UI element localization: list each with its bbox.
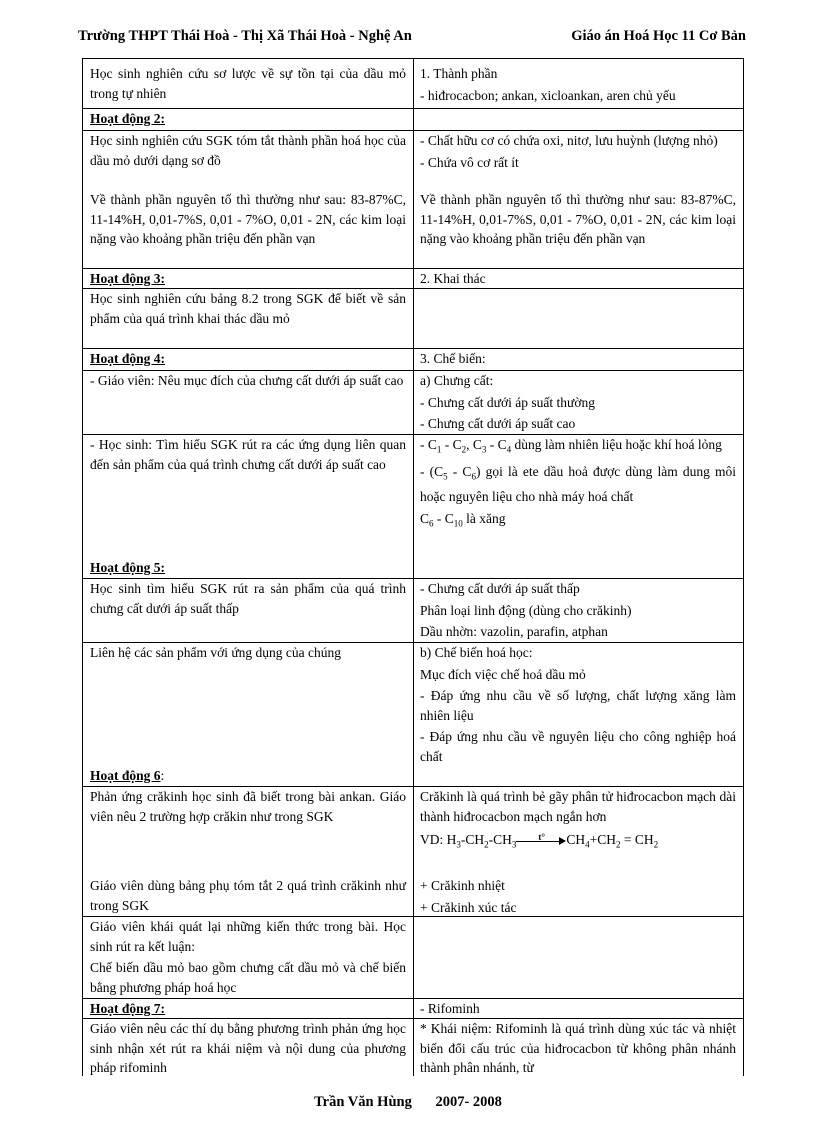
cell-text: Giáo viên khái quát lại những kiến thức trong bài. Học sinh rút ra kết luận: — [90, 919, 406, 954]
table-row — [83, 642, 743, 769]
school-year: 2007- 2008 — [435, 1094, 502, 1110]
activity-row — [83, 108, 743, 131]
cell-text: Học sinh nghiên cứu sơ lược về sự tồn tại của dầu mỏ trong tự nhiên — [90, 66, 406, 101]
table-row — [83, 370, 743, 435]
right-cell — [420, 349, 736, 369]
left-cell — [90, 109, 406, 129]
activity-heading: Hoạt động 4: — [90, 351, 166, 366]
cell-text: Học sinh nghiên cứu SGK tóm tắt thành phần hoá học của dầu mỏ dưới dạng sơ đồ — [90, 133, 406, 168]
cell-text: - Học sinh: Tìm hiểu SGK rút ra các ứng dụng liên quan đến sản phẩm của quá trình chưng cất dưới áp suất cao — [90, 437, 406, 472]
right-cell — [420, 787, 736, 857]
table-row — [83, 434, 743, 559]
right-cell — [420, 371, 736, 436]
cell-text: - Chứa vô cơ rất ít — [420, 154, 519, 170]
cell-text: * Khái niệm: Rifominh là quá trình dùng xúc tác và nhiệt biến đổi cấu trúc của hiđrocacbon từ không phân nhánh thành phân nhánh, từ — [420, 1021, 736, 1075]
cell-text: - Chưng cất dưới áp suất thường — [420, 394, 595, 410]
cell-text: a) Chưng cất: — [420, 373, 494, 388]
right-cell — [420, 999, 736, 1019]
section-heading: 2. Khai thác — [420, 271, 486, 286]
table-row — [83, 578, 743, 643]
right-cell — [420, 190, 736, 251]
reaction-arrow-icon: t° — [516, 836, 566, 846]
cell-text: - Chưng cất dưới áp suất thấp — [420, 581, 580, 596]
left-cell — [90, 435, 406, 476]
page-header — [78, 28, 746, 48]
left-cell — [90, 289, 406, 330]
left-cell — [90, 1019, 406, 1080]
cell-text: - hiđrocacbon; ankan, xicloankan, aren chủ yếu — [420, 87, 676, 103]
cell-text: + Crăkinh xúc tác — [420, 899, 517, 915]
cell-text: Phản ứng crăkinh học sinh đã biết trong bài ankan. Giáo viên nêu 2 trường hợp crăkin như trong SGK — [90, 789, 406, 824]
cell-text: Crăkinh là quá trình bẻ gãy phân tử hiđrocacbon mạch dài thành hiđrocacbon mạch ngắn hơn — [420, 789, 736, 824]
section-heading: - Rifominh — [420, 1001, 480, 1016]
activity-heading: Hoạt động 3: — [90, 271, 166, 286]
table-row — [83, 190, 743, 270]
fraction-c1-c4: - $C_1 - C_2$, $C_3 - C_4$ dùng làm nhiên liệu hoặc khí hoá lỏng — [420, 437, 722, 455]
right-cell — [420, 643, 736, 768]
left-cell — [90, 558, 406, 578]
cell-text: Về thành phần nguyên tố thì thường như sau: 83-87%C, 11-14%H, 0,01-7%S, 0,01 - 7%O, 0,01 - 2N, các kim loại nặng vào khoảng phần triệu đến phần vạn — [420, 192, 736, 246]
left-cell — [90, 190, 406, 251]
cell-text: Dầu nhờn: vazolin, parafin, atphan — [420, 624, 608, 639]
fraction-c5-c6: - $(C_5 - C_6)$ gọi là ete dầu hoả được dùng làm dung môi hoặc nguyên liệu cho nhà máy hoá chất — [420, 464, 737, 505]
activity-row — [83, 558, 743, 580]
table-row — [83, 58, 743, 109]
cell-text: Giáo viên nêu các thí dụ bằng phương trình phản ứng học sinh nhận xét rút ra khái niệm và nội dung của phương pháp rifominh — [90, 1021, 406, 1075]
section-heading: 3. Chế biến: — [420, 351, 486, 366]
cracking-equation: VD: $H_3-CH_2-CH_3$ t° $CH_4+CH_2 = CH_2$ — [420, 831, 659, 850]
cell-text: Mục đích việc chế hoá dầu mỏ — [420, 666, 586, 682]
cell-text: Về thành phần nguyên tố thì thường như sau: 83-87%C, 11-14%H, 0,01-7%S, 0,01 - 7%O, 0,01 - 2N, các kim loại nặng vào khoảng phần triệu đến phần vạn — [90, 192, 406, 246]
activity-heading: Hoạt động 5: — [90, 560, 166, 575]
cell-text: b) Chế biến hoá học: — [420, 645, 533, 660]
activity-heading: Hoạt động 7: — [90, 1001, 166, 1016]
cell-text: - Đáp ứng nhu cầu về nguyên liệu cho công nghiệp hoá chất — [420, 729, 736, 764]
cell-text: Phân loại linh động (dùng cho crăkinh) — [420, 602, 632, 618]
right-cell — [420, 579, 736, 644]
heading-colon: : — [160, 768, 165, 783]
lesson-title: Giáo án Hoá Học 11 Cơ Bản — [571, 28, 746, 44]
activity-heading: Hoạt động 2: — [90, 111, 166, 126]
fraction-c6-c10: $C_6 - C_{10}$ là xăng — [420, 510, 506, 529]
table-row — [83, 1018, 743, 1077]
left-cell — [90, 766, 406, 786]
table-row — [83, 786, 743, 877]
right-cell — [420, 131, 736, 174]
table-row — [83, 876, 743, 916]
table-row — [83, 130, 743, 191]
right-cell — [420, 269, 736, 289]
cell-text: - Giáo viên: Nêu mục đích của chưng cất dưới áp suất cao — [90, 373, 404, 388]
table-row — [83, 288, 743, 351]
cell-text: Chế biến dầu mỏ bao gồm chưng cất dầu mỏ và chế biến bằng phương pháp hoá học — [90, 960, 406, 995]
cell-text: 1. Thành phần — [420, 66, 498, 81]
table-row — [83, 916, 743, 999]
activity-row — [83, 348, 743, 371]
lesson-table — [82, 58, 744, 1076]
left-cell — [90, 643, 406, 665]
cell-text: Học sinh tìm hiểu SGK rút ra sản phẩm của quá trình chưng cất dưới áp suất thấp — [90, 581, 406, 616]
left-cell — [90, 64, 406, 105]
cell-text: - Chất hữu cơ có chứa oxi, nitơ, lưu huỳnh (lượng nhỏ) — [420, 133, 718, 148]
left-cell — [90, 876, 406, 917]
cell-text: Học sinh nghiên cứu bảng 8.2 trong SGK để biết về sản phẩm của quá trình khai thác dầu mỏ — [90, 291, 406, 326]
right-cell — [420, 64, 736, 107]
cell-text: - Đáp ứng nhu cầu về số lượng, chất lượng xăng làm nhiên liệu — [420, 688, 736, 723]
left-cell — [90, 269, 406, 289]
cell-text: - Chưng cất dưới áp suất cao — [420, 416, 576, 431]
right-cell — [420, 876, 736, 919]
activity-heading: Hoạt động 6 — [90, 768, 161, 783]
right-cell — [420, 435, 736, 536]
left-cell — [90, 371, 406, 393]
left-cell — [90, 787, 406, 828]
cell-text: Liên hệ các sản phẩm với ứng dụng của chúng — [90, 645, 342, 660]
cell-text: Giáo viên dùng bảng phụ tóm tắt 2 quá trình crăkinh như trong SGK — [90, 878, 406, 913]
left-cell — [90, 349, 406, 369]
page-footer — [0, 1094, 816, 1111]
left-cell — [90, 131, 406, 172]
left-cell — [90, 999, 406, 1019]
cell-text: + Crăkinh nhiệt — [420, 878, 505, 893]
right-cell — [420, 1019, 736, 1080]
school-name: Trường THPT Thái Hoà - Thị Xã Thái Hoà - Nghệ An — [78, 28, 412, 44]
author-name: Trần Văn Hùng — [314, 1094, 412, 1110]
left-cell — [90, 917, 406, 999]
activity-row — [83, 766, 743, 788]
left-cell — [90, 579, 406, 620]
